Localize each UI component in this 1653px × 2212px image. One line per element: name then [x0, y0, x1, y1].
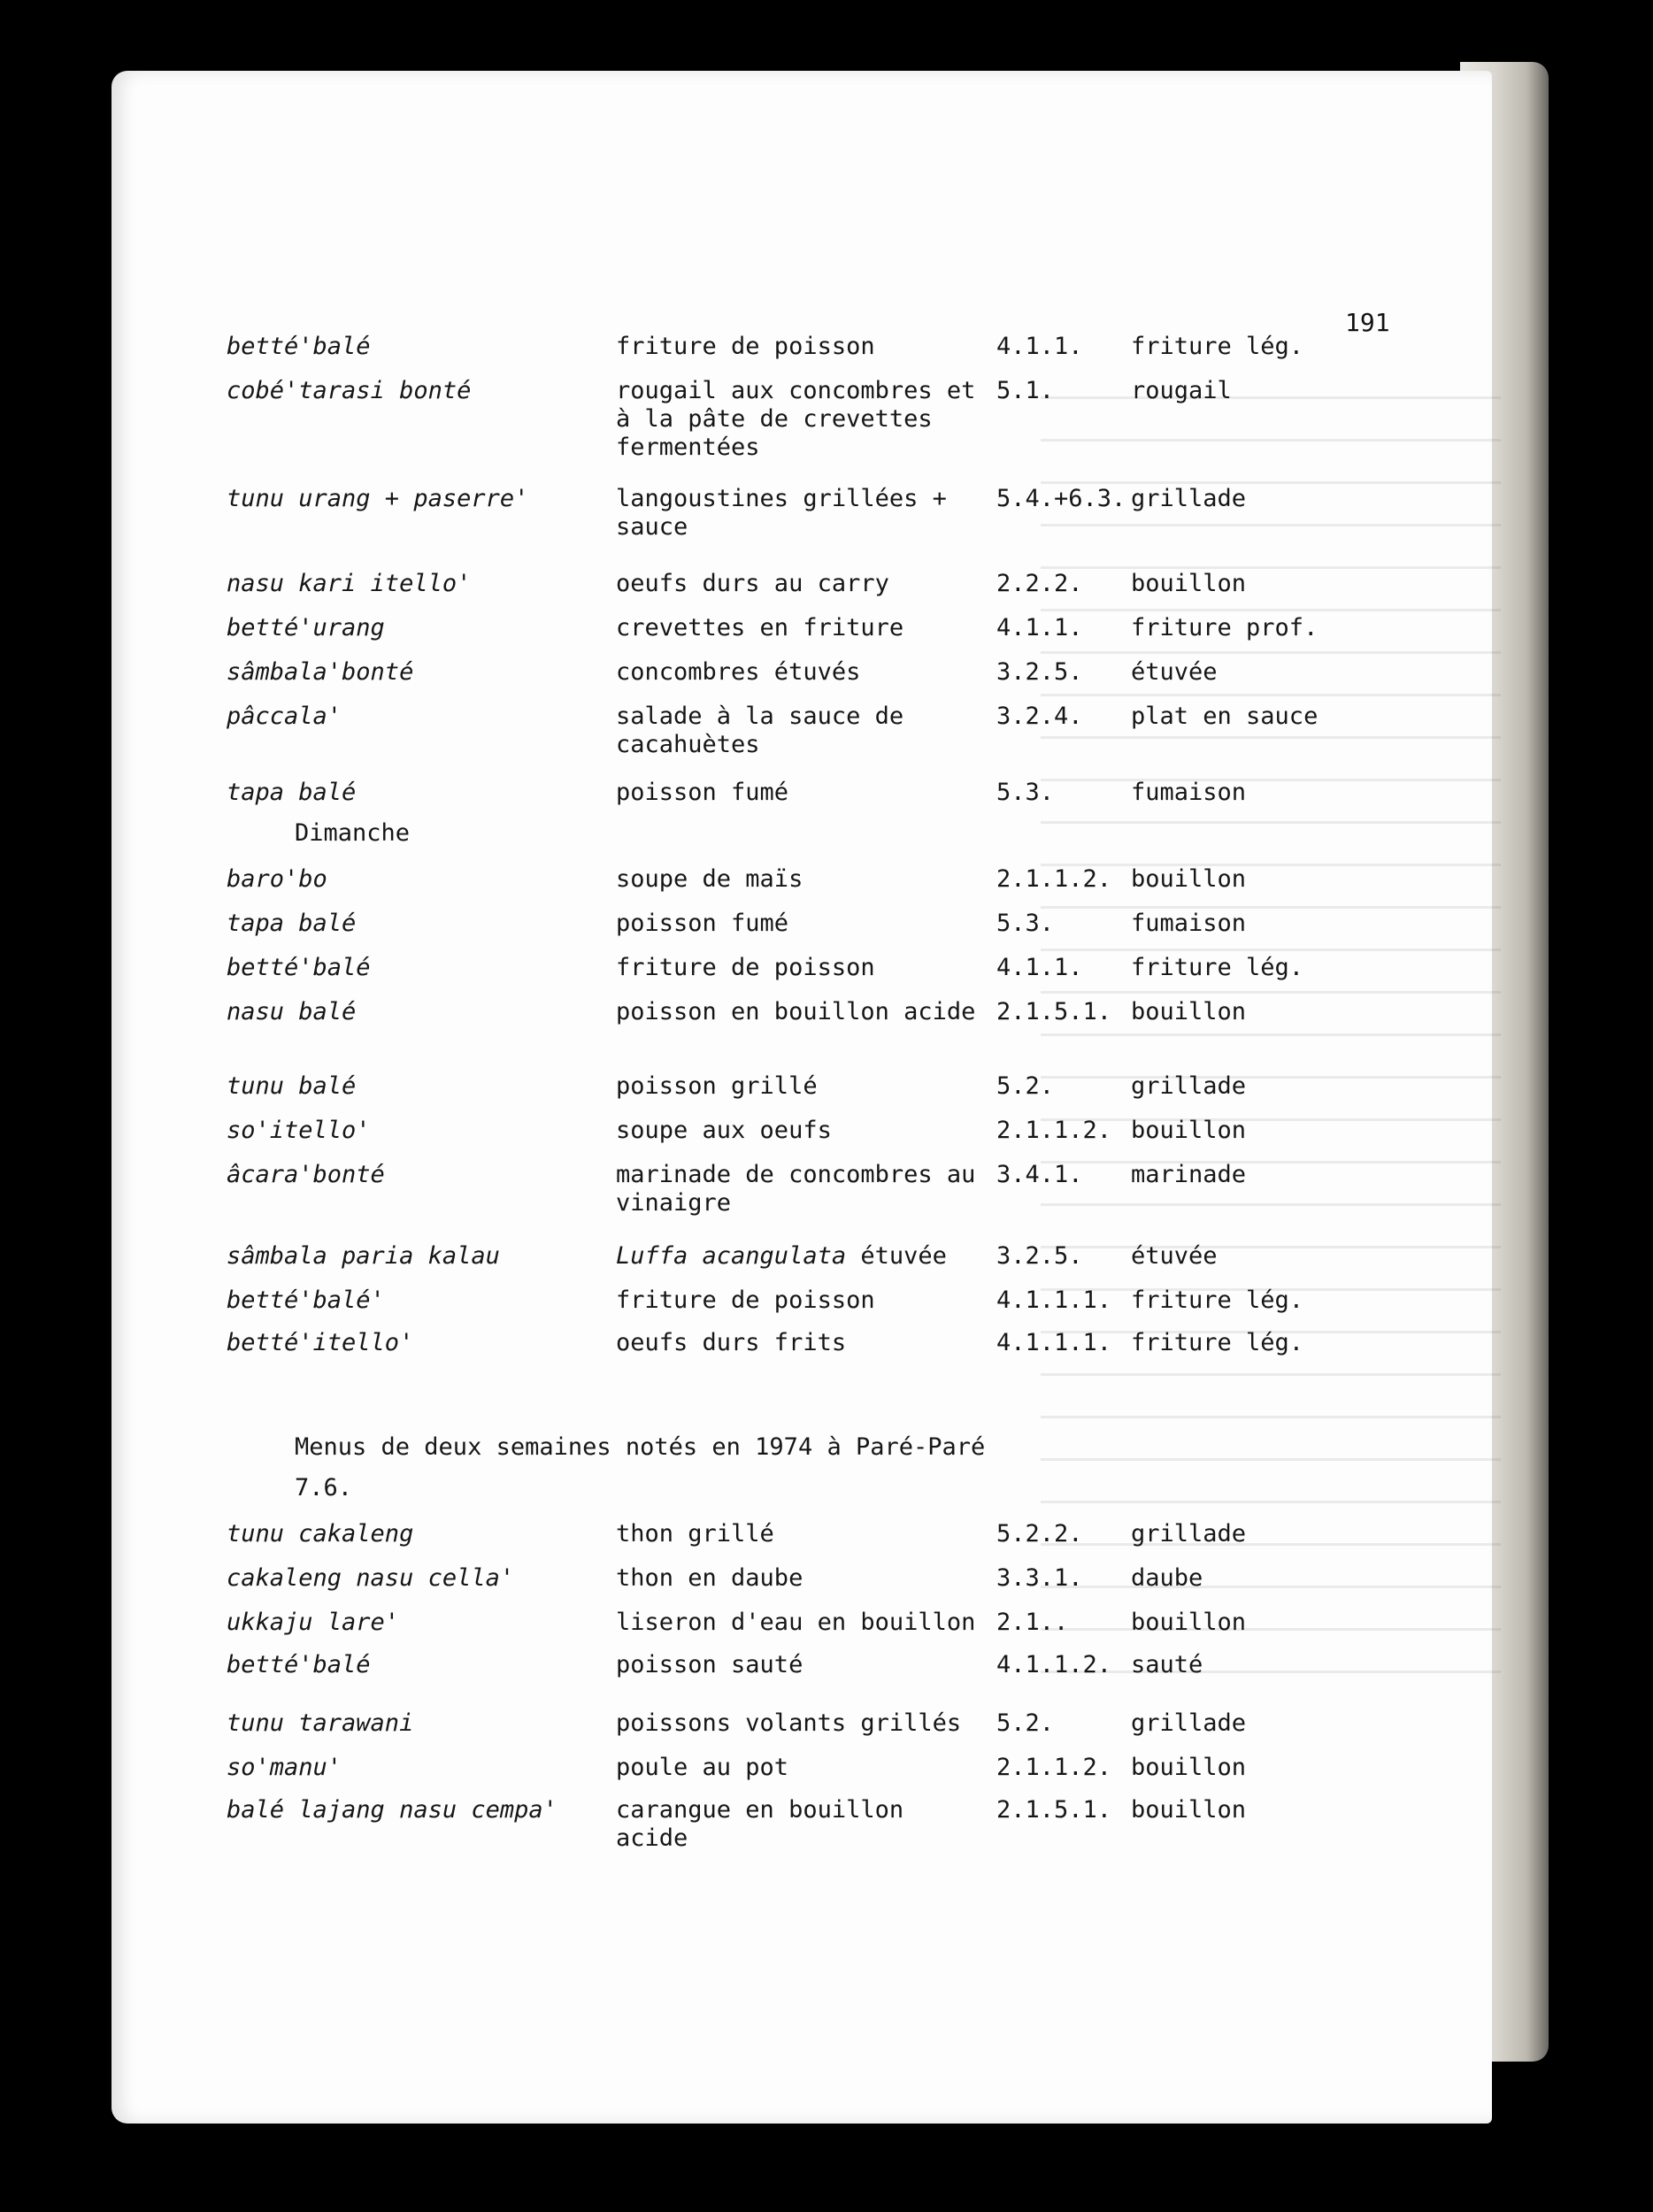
bugis-dish-name: âcara'bonté: [227, 1161, 385, 1188]
french-dish-name: poisson en bouillon acide: [616, 998, 976, 1025]
classification-code: 2.1.1.2.: [996, 1754, 1112, 1781]
cooking-technique: fumaison: [1131, 779, 1247, 806]
classification-code: 5.3.: [996, 910, 1055, 937]
classification-code: 5.2.2.: [996, 1520, 1083, 1548]
bugis-dish-name: sâmbala'bonté: [227, 658, 414, 686]
french-dish-name: friture de poisson: [616, 954, 875, 981]
french-dish-name: liseron d'eau en bouillon: [616, 1609, 976, 1636]
classification-code: 5.1.: [996, 377, 1055, 404]
bugis-dish-name: betté'balé: [227, 1651, 371, 1678]
french-dish-name: soupe de maïs: [616, 865, 803, 893]
classification-code: 3.2.5.: [996, 658, 1083, 686]
french-dish-name: thon en daube: [616, 1564, 803, 1592]
french-dish-name: friture de poisson: [616, 1286, 875, 1314]
classification-code: 5.2.: [996, 1709, 1055, 1737]
cooking-technique: friture lég.: [1131, 954, 1304, 981]
cooking-technique: daube: [1131, 1564, 1203, 1592]
french-dish-name: poissons volants grillés: [616, 1709, 962, 1737]
cooking-technique: bouillon: [1131, 865, 1247, 893]
bugis-dish-name: tapa balé: [227, 910, 357, 937]
french-dish-suffix: étuvée: [846, 1242, 947, 1270]
bugis-dish-name: cakaleng nasu cella': [227, 1564, 515, 1592]
classification-code: 5.4.+6.3.: [996, 485, 1126, 512]
french-dish-name: concombres étuvés: [616, 658, 861, 686]
french-dish-name: carangue en bouillon acide: [616, 1796, 904, 1852]
classification-code: 3.4.1.: [996, 1161, 1083, 1188]
bugis-dish-name: tunu cakaleng: [227, 1520, 414, 1548]
cooking-technique: étuvée: [1131, 658, 1218, 686]
cooking-technique: marinade: [1131, 1161, 1247, 1188]
cooking-technique: bouillon: [1131, 1754, 1247, 1781]
french-dish-name: salade à la sauce de cacahuètes: [616, 703, 904, 758]
classification-code: 4.1.1.: [996, 614, 1083, 641]
cooking-technique: grillade: [1131, 1709, 1247, 1737]
bugis-dish-name: betté'itello': [227, 1329, 414, 1356]
cooking-technique: grillade: [1131, 1520, 1247, 1548]
cooking-technique: sauté: [1131, 1651, 1203, 1678]
classification-code: 5.3.: [996, 779, 1055, 806]
bugis-dish-name: ukkaju lare': [227, 1609, 400, 1636]
bugis-dish-name: betté'urang: [227, 614, 385, 641]
french-dish-name: poisson fumé: [616, 910, 789, 937]
bugis-dish-name: balé lajang nasu cempa': [227, 1796, 557, 1824]
french-dish-name: oeufs durs frits: [616, 1329, 847, 1356]
classification-code: 5.2.: [996, 1072, 1055, 1100]
classification-code: 4.1.1.1.: [996, 1286, 1112, 1314]
classification-code: 4.1.1.2.: [996, 1651, 1112, 1678]
bugis-dish-name: pâccala': [227, 703, 342, 730]
cooking-technique: grillade: [1131, 1072, 1247, 1100]
cooking-technique: bouillon: [1131, 1796, 1247, 1824]
french-dish-name: thon grillé: [616, 1520, 774, 1548]
classification-code: 3.3.1.: [996, 1564, 1083, 1592]
bugis-dish-name: tapa balé: [227, 779, 357, 806]
bugis-dish-name: nasu kari itello': [227, 570, 472, 597]
bugis-dish-name: baro'bo: [227, 865, 327, 893]
french-dish-name: poisson sauté: [616, 1651, 803, 1678]
french-dish-name: [616, 1242, 988, 1271]
bugis-dish-name: sâmbala paria kalau: [227, 1242, 500, 1270]
cooking-technique: fumaison: [1131, 910, 1247, 937]
cooking-technique: bouillon: [1131, 1117, 1247, 1144]
bugis-dish-name: so'itello': [227, 1117, 371, 1144]
bugis-dish-name: tunu urang + paserre': [227, 485, 529, 512]
bugis-dish-name: cobé'tarasi bonté: [227, 377, 472, 404]
french-dish-name: soupe aux oeufs: [616, 1117, 832, 1144]
french-dish-name: crevettes en friture: [616, 614, 904, 641]
french-dish-name: langoustines grillées + sauce: [616, 485, 947, 541]
latin-species-name: Luffa acangulata: [616, 1242, 847, 1270]
cooking-technique: bouillon: [1131, 1609, 1247, 1636]
bugis-dish-name: nasu balé: [227, 998, 357, 1025]
french-dish-name: oeufs durs au carry: [616, 570, 889, 597]
classification-code: 4.1.1.: [996, 954, 1083, 981]
cooking-technique: friture lég.: [1131, 1286, 1304, 1314]
french-dish-name: poisson fumé: [616, 779, 789, 806]
cooking-technique: friture lég.: [1131, 333, 1304, 360]
classification-code: 2.1.1.2.: [996, 1117, 1112, 1144]
cooking-technique: grillade: [1131, 485, 1247, 512]
french-dish-name: rougail aux concombres et à la pâte de crevettes fermentées: [616, 377, 976, 461]
bugis-dish-name: so'manu': [227, 1754, 342, 1781]
bugis-dish-name: tunu balé: [227, 1072, 357, 1100]
cooking-technique: bouillon: [1131, 570, 1247, 597]
classification-code: 2.1.1.2.: [996, 865, 1112, 893]
section-number: 7.6.: [295, 1474, 353, 1502]
classification-code: 2.1.5.1.: [996, 998, 1112, 1025]
classification-code: 4.1.1.: [996, 333, 1083, 360]
menu-listing: [111, 71, 1492, 2124]
bugis-dish-name: betté'balé: [227, 954, 371, 981]
page-number: 191: [1345, 308, 1390, 337]
cooking-technique: plat en sauce: [1131, 703, 1319, 730]
bugis-dish-name: betté'balé: [227, 333, 371, 360]
french-dish-name: poisson grillé: [616, 1072, 818, 1100]
french-dish-name: poule au pot: [616, 1754, 789, 1781]
book-page: [111, 71, 1492, 2124]
classification-code: 3.2.4.: [996, 703, 1083, 730]
cooking-technique: friture lég.: [1131, 1329, 1304, 1356]
bugis-dish-name: tunu tarawani: [227, 1709, 414, 1737]
classification-code: 2.1..: [996, 1609, 1069, 1636]
section-heading: Menus de deux semaines notés en 1974 à Paré-Paré: [295, 1433, 986, 1461]
classification-code: 4.1.1.1.: [996, 1329, 1112, 1356]
french-dish-name: marinade de concombres au vinaigre: [616, 1161, 976, 1217]
classification-code: 3.2.5.: [996, 1242, 1083, 1270]
bugis-dish-name: betté'balé': [227, 1286, 385, 1314]
cooking-technique: bouillon: [1131, 998, 1247, 1025]
cooking-technique: étuvée: [1131, 1242, 1218, 1270]
classification-code: 2.1.5.1.: [996, 1796, 1112, 1824]
cooking-technique: rougail: [1131, 377, 1232, 404]
classification-code: 2.2.2.: [996, 570, 1083, 597]
day-label: Dimanche: [295, 819, 411, 847]
french-dish-name: friture de poisson: [616, 333, 875, 360]
cooking-technique: friture prof.: [1131, 614, 1319, 641]
